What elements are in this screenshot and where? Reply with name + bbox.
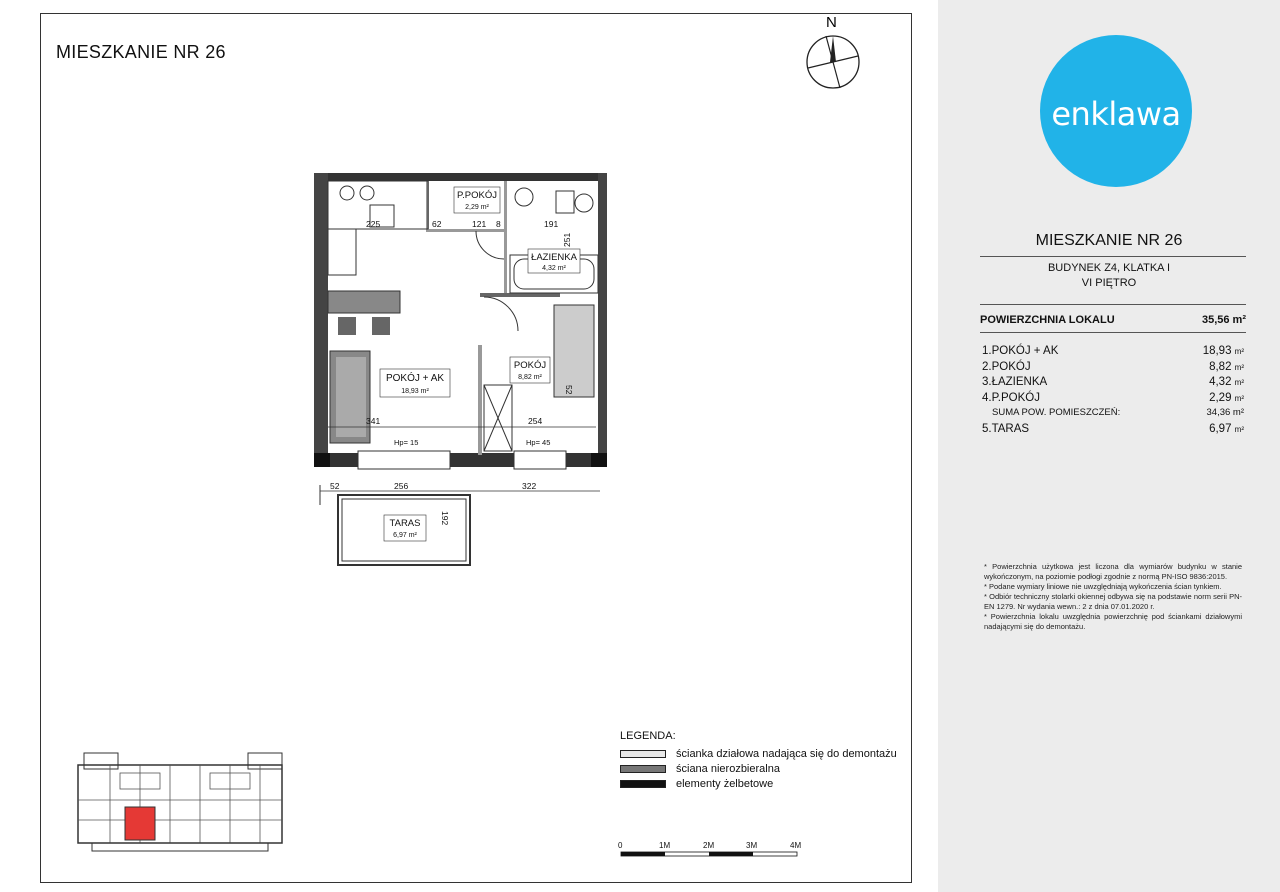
sum-row <box>982 407 1244 423</box>
footnote: * Odbiór techniczny stolarki okiennej odbywa się na podstawie norm serii PN-EN 1279. Nr wydania wewn.: 2 z dnia 07.01.2020 r. <box>984 592 1242 611</box>
terrace-row <box>982 423 1244 439</box>
room-area-value: 2,29 m² <box>1209 391 1244 404</box>
building-key-plan <box>70 745 290 860</box>
total-area-label: POWIERZCHNIA LOKALU <box>980 314 1115 326</box>
room-area-row <box>982 345 1244 361</box>
footnote: * Powierzchnia użytkowa jest liczona dla wymiarów budynku w stanie wykończonym, na poziomie podłogi zgodnie z normą PN-ISO 9836:2015. <box>984 562 1242 581</box>
legend-swatch <box>620 780 666 788</box>
legend-title: LEGENDA: <box>620 730 676 742</box>
divider <box>980 304 1246 305</box>
legend <box>620 730 897 791</box>
room-name: 1.POKÓJ + AK <box>982 345 1059 357</box>
divider <box>980 332 1246 333</box>
dimension-label: 225 <box>366 219 381 229</box>
enklawa-logo <box>1040 35 1192 187</box>
room-label: P.POKÓJ <box>457 190 497 201</box>
room-area-list <box>982 345 1244 438</box>
room-name: 3.ŁAZIENKA <box>982 376 1048 388</box>
dimension-label: 121 <box>472 219 487 229</box>
room-label: POKÓJ + AK <box>385 373 445 384</box>
sum-label: SUMA POW. POMIESZCZEŃ: <box>992 407 1121 418</box>
room-area: 8,82 m² <box>518 374 542 381</box>
north-compass-icon <box>805 12 861 92</box>
scale-label: 4M <box>790 841 802 850</box>
room-area: 6,97 m² <box>393 532 417 539</box>
room-label: POKÓJ <box>513 360 547 371</box>
room-area-value: 8,82 m² <box>1209 360 1244 373</box>
footnote: * Powierzchnia lokalu uwzględnia powierzchnię pod ściankami działowymi nadającymi się do demontażu. <box>984 612 1242 631</box>
footnotes <box>984 562 1242 632</box>
scale-label: 2M <box>703 841 715 850</box>
logo-text: enklawa <box>1051 95 1181 133</box>
total-area-row <box>980 314 1246 326</box>
divider <box>980 256 1246 257</box>
dimension-label: 52 <box>330 481 340 491</box>
room-area-value: 4,32 m² <box>1209 376 1244 388</box>
room-label: TARAS <box>389 518 421 529</box>
dimension-label: 254 <box>528 416 543 426</box>
legend-swatch <box>620 750 666 758</box>
room-label: ŁAZIENKA <box>531 252 577 263</box>
legend-item <box>620 746 897 761</box>
legend-label: elementy żelbetowe <box>676 777 774 790</box>
panel-title: MIESZKANIE NR 26 <box>1035 232 1183 249</box>
room-area-row <box>982 392 1244 408</box>
legend-label: ściana nierozbieralna <box>676 762 780 775</box>
building-label: BUDYNEK Z4, KLATKA I <box>1047 262 1171 274</box>
dimension-label: 192 <box>440 511 450 526</box>
scale-label: 0 <box>618 841 623 850</box>
apartment-floor-plan <box>300 165 620 575</box>
dimension-label: 251 <box>562 232 572 247</box>
dimension-label: 8 <box>496 219 501 229</box>
room-area: 18,93 m² <box>401 388 429 395</box>
dimension-label: 322 <box>522 481 537 491</box>
scale-bar <box>615 838 815 868</box>
legend-swatch <box>620 765 666 773</box>
legend-item <box>620 776 897 791</box>
scale-label: 1M <box>659 841 671 850</box>
room-area-row <box>982 376 1244 392</box>
info-panel <box>938 0 1280 892</box>
legend-label: ścianka działowa nadająca się do demontażu <box>676 747 897 760</box>
room-name: 4.P.POKÓJ <box>982 391 1040 404</box>
room-name: 2.POKÓJ <box>982 360 1031 373</box>
room-area: 4,32 m² <box>542 265 566 272</box>
room-area-row <box>982 361 1244 377</box>
dimension-label: 62 <box>432 219 442 229</box>
room-area-value: 18,93 m² <box>1202 345 1244 357</box>
dimension-label: 341 <box>366 416 381 426</box>
footnote: * Podane wymiary liniowe nie uwzględniają wykończenia ścian tynkiem. <box>984 582 1222 591</box>
room-area: 2,29 m² <box>465 204 489 211</box>
floor-label: VI PIĘTRO <box>1081 277 1137 289</box>
dimension-label: 52 <box>564 385 574 395</box>
total-area-value: 35,56 m² <box>1201 314 1246 326</box>
window-height-label: Hp= 15 <box>394 438 419 447</box>
scale-label: 3M <box>746 841 758 850</box>
dimension-label: 256 <box>394 481 409 491</box>
sum-value: 34,36 m² <box>1206 407 1244 418</box>
window-height-label: Hp= 45 <box>526 438 551 447</box>
compass-label: N <box>826 14 837 31</box>
terrace-value: 6,97 m² <box>1209 422 1244 435</box>
legend-item <box>620 761 897 776</box>
apartment-title: MIESZKANIE NR 26 <box>56 42 226 62</box>
terrace-label: 5.TARAS <box>982 422 1030 435</box>
dimension-label: 191 <box>544 219 559 229</box>
